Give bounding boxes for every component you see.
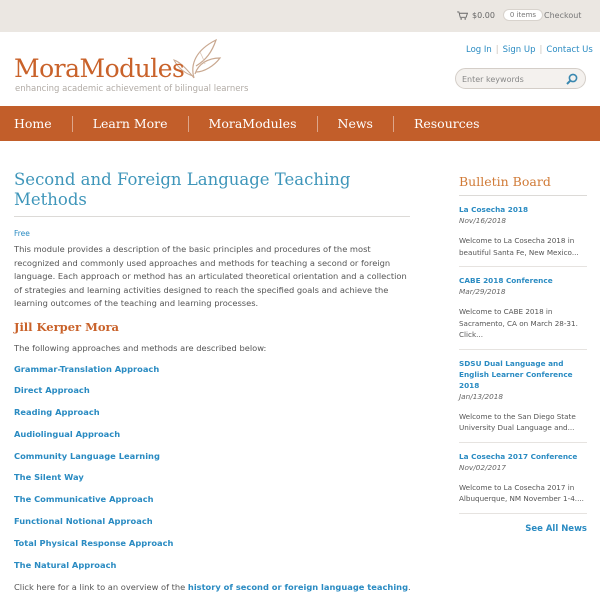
cart-icon (457, 11, 468, 20)
module-description: This module provides a description of the basic principles and procedures of the most recognized and commonly used approaches and methods for teaching a second or foreign language. Each approach or method has an articulated theoretical orientation and a collection of strategies and learning activities designed to reach the specified goals and achieve the learning outcomes of the teaching and learning processes. (14, 244, 407, 308)
news-item-excerpt: Welcome to the San Diego State University Dual Language and... (459, 411, 576, 432)
checkout-link[interactable]: Checkout (544, 11, 582, 20)
brand-name: MoraModules (14, 54, 185, 83)
list-item (14, 492, 410, 514)
author-name: Jill Kerper Mora (14, 319, 119, 334)
main-nav (0, 106, 600, 141)
news-item (459, 196, 587, 267)
method-link-reading[interactable]: Reading Approach (14, 407, 100, 418)
method-link-grammar-translation[interactable]: Grammar-Translation Approach (14, 363, 160, 374)
nav-moramodules[interactable]: MoraModules (189, 116, 318, 132)
news-item-excerpt: Welcome to La Cosecha 2017 in Albuquerque, NM November 1-4.... (459, 482, 584, 503)
method-link-direct[interactable]: Direct Approach (14, 385, 90, 396)
news-item-title[interactable]: La Cosecha 2017 Conference (459, 451, 578, 461)
nav-news[interactable]: News (318, 116, 394, 132)
list-item (14, 405, 410, 427)
nav-resources[interactable]: Resources (413, 115, 480, 131)
search-input[interactable] (462, 72, 566, 86)
news-item-excerpt: Welcome to La Cosecha 2018 in beautiful Santa Fe, New Mexico... (459, 236, 579, 257)
contact-link[interactable]: Contact Us (546, 45, 593, 55)
separator: | (539, 45, 543, 55)
news-list (459, 196, 587, 514)
brand-tagline: enhancing academic achievement of bilingual learners (15, 84, 249, 94)
cart-items-badge: 0 items (503, 9, 543, 21)
news-item-date: Jan/13/2018 (459, 391, 504, 401)
top-utility-bar (0, 0, 600, 32)
methods-list (14, 362, 410, 580)
signup-link[interactable]: Sign Up (502, 45, 536, 55)
login-link[interactable]: Log In (466, 45, 492, 55)
method-link-communicative[interactable]: The Communicative Approach (14, 494, 154, 505)
search-icon[interactable] (566, 73, 578, 85)
see-all-news-link[interactable]: See All News (525, 523, 587, 534)
news-item (459, 267, 587, 350)
search-box (455, 68, 586, 89)
separator: | (495, 45, 499, 55)
bulletin-board-title: Bulletin Board (459, 174, 587, 196)
news-item-date: Nov/02/2017 (459, 462, 507, 472)
main-content (14, 170, 410, 592)
price-label: Free (14, 229, 30, 238)
list-item (14, 383, 410, 405)
method-link-functional-notional[interactable]: Functional Notional Approach (14, 516, 153, 527)
list-item (14, 427, 410, 449)
news-item (459, 443, 587, 514)
history-suffix: . (408, 582, 411, 593)
news-item-date: Mar/29/2018 (459, 287, 506, 296)
method-link-natural[interactable]: The Natural Approach (14, 559, 117, 570)
news-item (459, 350, 587, 443)
nav-home[interactable]: Home (0, 116, 73, 132)
list-item (14, 362, 410, 384)
site-logo[interactable] (14, 38, 249, 98)
bulletin-board (459, 174, 587, 534)
history-link[interactable]: history of second or foreign language teaching (187, 582, 409, 593)
list-item (14, 449, 410, 471)
news-item-excerpt: Welcome to CABE 2018 in Sacramento, CA on March 28-31. Click... (459, 307, 578, 339)
account-links (466, 45, 593, 55)
news-item-title[interactable]: CABE 2018 Conference (459, 276, 553, 285)
method-link-community-language[interactable]: Community Language Learning (14, 450, 160, 461)
list-item (14, 514, 410, 536)
news-item-date: Nov/16/2018 (459, 216, 507, 225)
history-prefix: Click here for a link to an overview of the (14, 582, 188, 593)
list-item (14, 558, 410, 580)
method-link-audiolingual[interactable]: Audiolingual Approach (14, 428, 121, 439)
news-item-title[interactable]: La Cosecha 2018 (459, 205, 529, 214)
history-link-line (14, 582, 410, 592)
cart-amount: $0.00 (472, 10, 495, 20)
method-link-silent-way[interactable]: The Silent Way (14, 472, 84, 483)
list-item (14, 470, 410, 492)
nav-learn-more[interactable]: Learn More (73, 116, 189, 132)
cart-summary[interactable] (457, 9, 543, 21)
news-item-title[interactable]: SDSU Dual Language and English Learner Conference 2018 (459, 358, 573, 390)
method-link-total-physical-response[interactable]: Total Physical Response Approach (14, 537, 174, 548)
page-title: Second and Foreign Language Teaching Methods (14, 170, 410, 217)
methods-intro: The following approaches and methods are described below: (14, 342, 267, 353)
list-item (14, 536, 410, 558)
